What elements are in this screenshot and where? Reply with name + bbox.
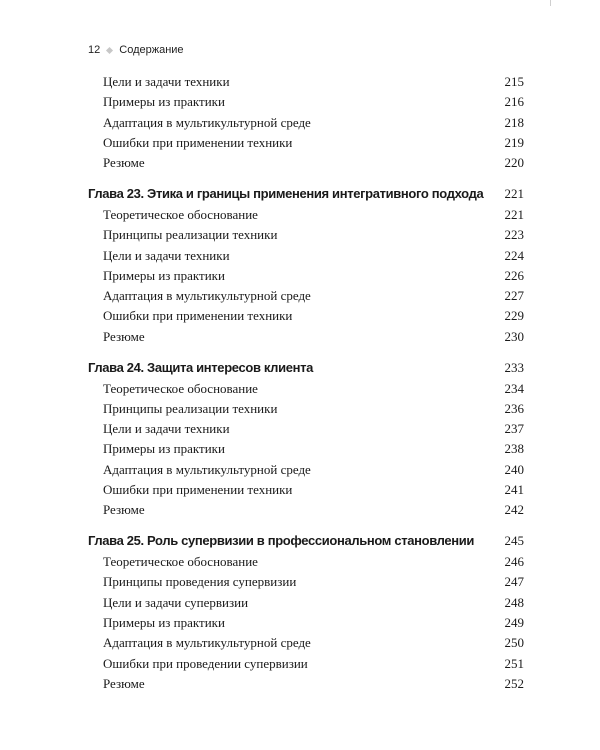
- toc-entry-page-number: 240: [504, 461, 524, 477]
- chapter-title: Глава 24. Защита интересов клиента: [88, 359, 314, 375]
- chapter-title: Глава 25. Роль супервизии в профессиональном становлении: [88, 533, 475, 549]
- toc-entry-page-number: 215: [504, 74, 524, 89]
- toc-entry-title: Цели и задачи техники: [103, 247, 230, 263]
- toc-entry-title: Ошибки при применении техники: [103, 134, 293, 150]
- toc-entry-page-number: 250: [504, 635, 524, 651]
- toc-entry[interactable]: [88, 460, 524, 480]
- toc-entry[interactable]: [88, 419, 524, 439]
- toc-entry[interactable]: [88, 552, 524, 572]
- toc-entry[interactable]: [88, 654, 524, 674]
- toc-entry-page-number: 220: [504, 155, 524, 171]
- chapter-spacer: [88, 173, 524, 183]
- toc-entry-title: Цели и задачи техники: [103, 74, 230, 89]
- toc-entry-page-number: 248: [504, 594, 524, 610]
- running-header: [88, 43, 184, 57]
- toc-entry-title: Принципы реализации техники: [103, 400, 278, 416]
- toc-entry-title: Резюме: [103, 155, 145, 171]
- toc-entry[interactable]: [88, 133, 524, 153]
- toc-entry-page-number: 216: [504, 94, 524, 110]
- toc-entry-title: Ошибки при применении техники: [103, 482, 293, 498]
- toc-entry-page-number: 224: [504, 247, 524, 263]
- toc-entry[interactable]: [88, 613, 524, 633]
- toc-entry-title: Ошибки при проведении супервизии: [103, 655, 308, 671]
- chapter-heading[interactable]: [88, 183, 524, 205]
- toc-entry-title: Примеры из практики: [103, 615, 225, 631]
- toc-entry-page-number: 246: [504, 554, 524, 570]
- toc-entry-page-number: 251: [504, 655, 524, 671]
- toc-entry-page-number: 234: [504, 380, 524, 396]
- toc-entry-page-number: 238: [504, 441, 524, 457]
- toc-entry-title: Адаптация в мультикультурной среде: [103, 114, 311, 130]
- toc-entry-page-number: 230: [504, 328, 524, 344]
- chapter-title: Глава 23. Этика и границы применения интегративного подхода: [88, 185, 484, 201]
- chapter-heading[interactable]: [88, 530, 524, 552]
- toc-entry-title: Примеры из практики: [103, 441, 225, 457]
- toc-entry-title: Теоретическое обоснование: [103, 206, 258, 222]
- toc-entry[interactable]: [88, 399, 524, 419]
- toc-entry-title: Теоретическое обоснование: [103, 554, 258, 570]
- toc-entry-page-number: 236: [504, 400, 524, 416]
- toc-entry-page-number: 218: [504, 114, 524, 130]
- page-edge-mark: [550, 0, 551, 6]
- toc-entry-title: Теоретическое обоснование: [103, 380, 258, 396]
- toc-entry[interactable]: [88, 379, 524, 399]
- toc-entry-title: Примеры из практики: [103, 94, 225, 110]
- chapter-spacer: [88, 347, 524, 357]
- toc-entry-page-number: 247: [504, 574, 524, 590]
- toc-entry-page-number: 252: [504, 675, 524, 691]
- section-title: Содержание: [119, 44, 184, 56]
- toc-entry-page-number: 227: [504, 288, 524, 304]
- table-of-contents: [88, 72, 524, 694]
- chapter-spacer: [88, 521, 524, 531]
- toc-entry[interactable]: [88, 205, 524, 225]
- toc-entry-title: Резюме: [103, 502, 145, 518]
- toc-entry[interactable]: [88, 674, 524, 694]
- toc-entry-title: Принципы проведения супервизии: [103, 574, 297, 590]
- toc-entry[interactable]: [88, 480, 524, 500]
- toc-entry[interactable]: [88, 72, 524, 92]
- toc-entry-page-number: 249: [504, 615, 524, 631]
- toc-entry[interactable]: [88, 113, 524, 133]
- toc-entry[interactable]: [88, 327, 524, 347]
- toc-entry-title: Резюме: [103, 328, 145, 344]
- toc-entry-page-number: 241: [504, 482, 524, 498]
- toc-entry[interactable]: [88, 286, 524, 306]
- chapter-page-number: 233: [504, 359, 524, 375]
- toc-entry-title: Принципы реализации техники: [103, 227, 278, 243]
- toc-entry-page-number: 223: [504, 227, 524, 243]
- toc-entry[interactable]: [88, 633, 524, 653]
- chapter-page-number: 221: [504, 185, 524, 201]
- toc-entry-title: Примеры из практики: [103, 267, 225, 283]
- page-number: 12: [88, 44, 101, 56]
- toc-entry-page-number: 221: [504, 206, 524, 222]
- toc-entry[interactable]: [88, 593, 524, 613]
- toc-entry-page-number: 242: [504, 502, 524, 518]
- toc-entry[interactable]: [88, 306, 524, 326]
- toc-entry-title: Ошибки при применении техники: [103, 308, 293, 324]
- toc-entry-title: Адаптация в мультикультурной среде: [103, 635, 311, 651]
- chapter-heading[interactable]: [88, 357, 524, 379]
- toc-entry-page-number: 219: [504, 134, 524, 150]
- toc-entry[interactable]: [88, 266, 524, 286]
- toc-entry[interactable]: [88, 153, 524, 173]
- chapter-page-number: 245: [504, 533, 524, 549]
- toc-entry-title: Резюме: [103, 675, 145, 691]
- toc-entry[interactable]: [88, 246, 524, 266]
- toc-entry[interactable]: [88, 500, 524, 520]
- toc-entry-title: Цели и задачи супервизии: [103, 594, 249, 610]
- toc-entry-title: Адаптация в мультикультурной среде: [103, 288, 311, 304]
- toc-entry-title: Цели и задачи техники: [103, 421, 230, 437]
- toc-entry[interactable]: [88, 572, 524, 592]
- toc-entry-page-number: 229: [504, 308, 524, 324]
- toc-entry-page-number: 226: [504, 267, 524, 283]
- toc-entry[interactable]: [88, 439, 524, 459]
- toc-entry-title: Адаптация в мультикультурной среде: [103, 461, 311, 477]
- diamond-icon: [106, 46, 113, 53]
- toc-entry[interactable]: [88, 225, 524, 245]
- toc-entry-page-number: 237: [504, 421, 524, 437]
- toc-entry[interactable]: [88, 92, 524, 112]
